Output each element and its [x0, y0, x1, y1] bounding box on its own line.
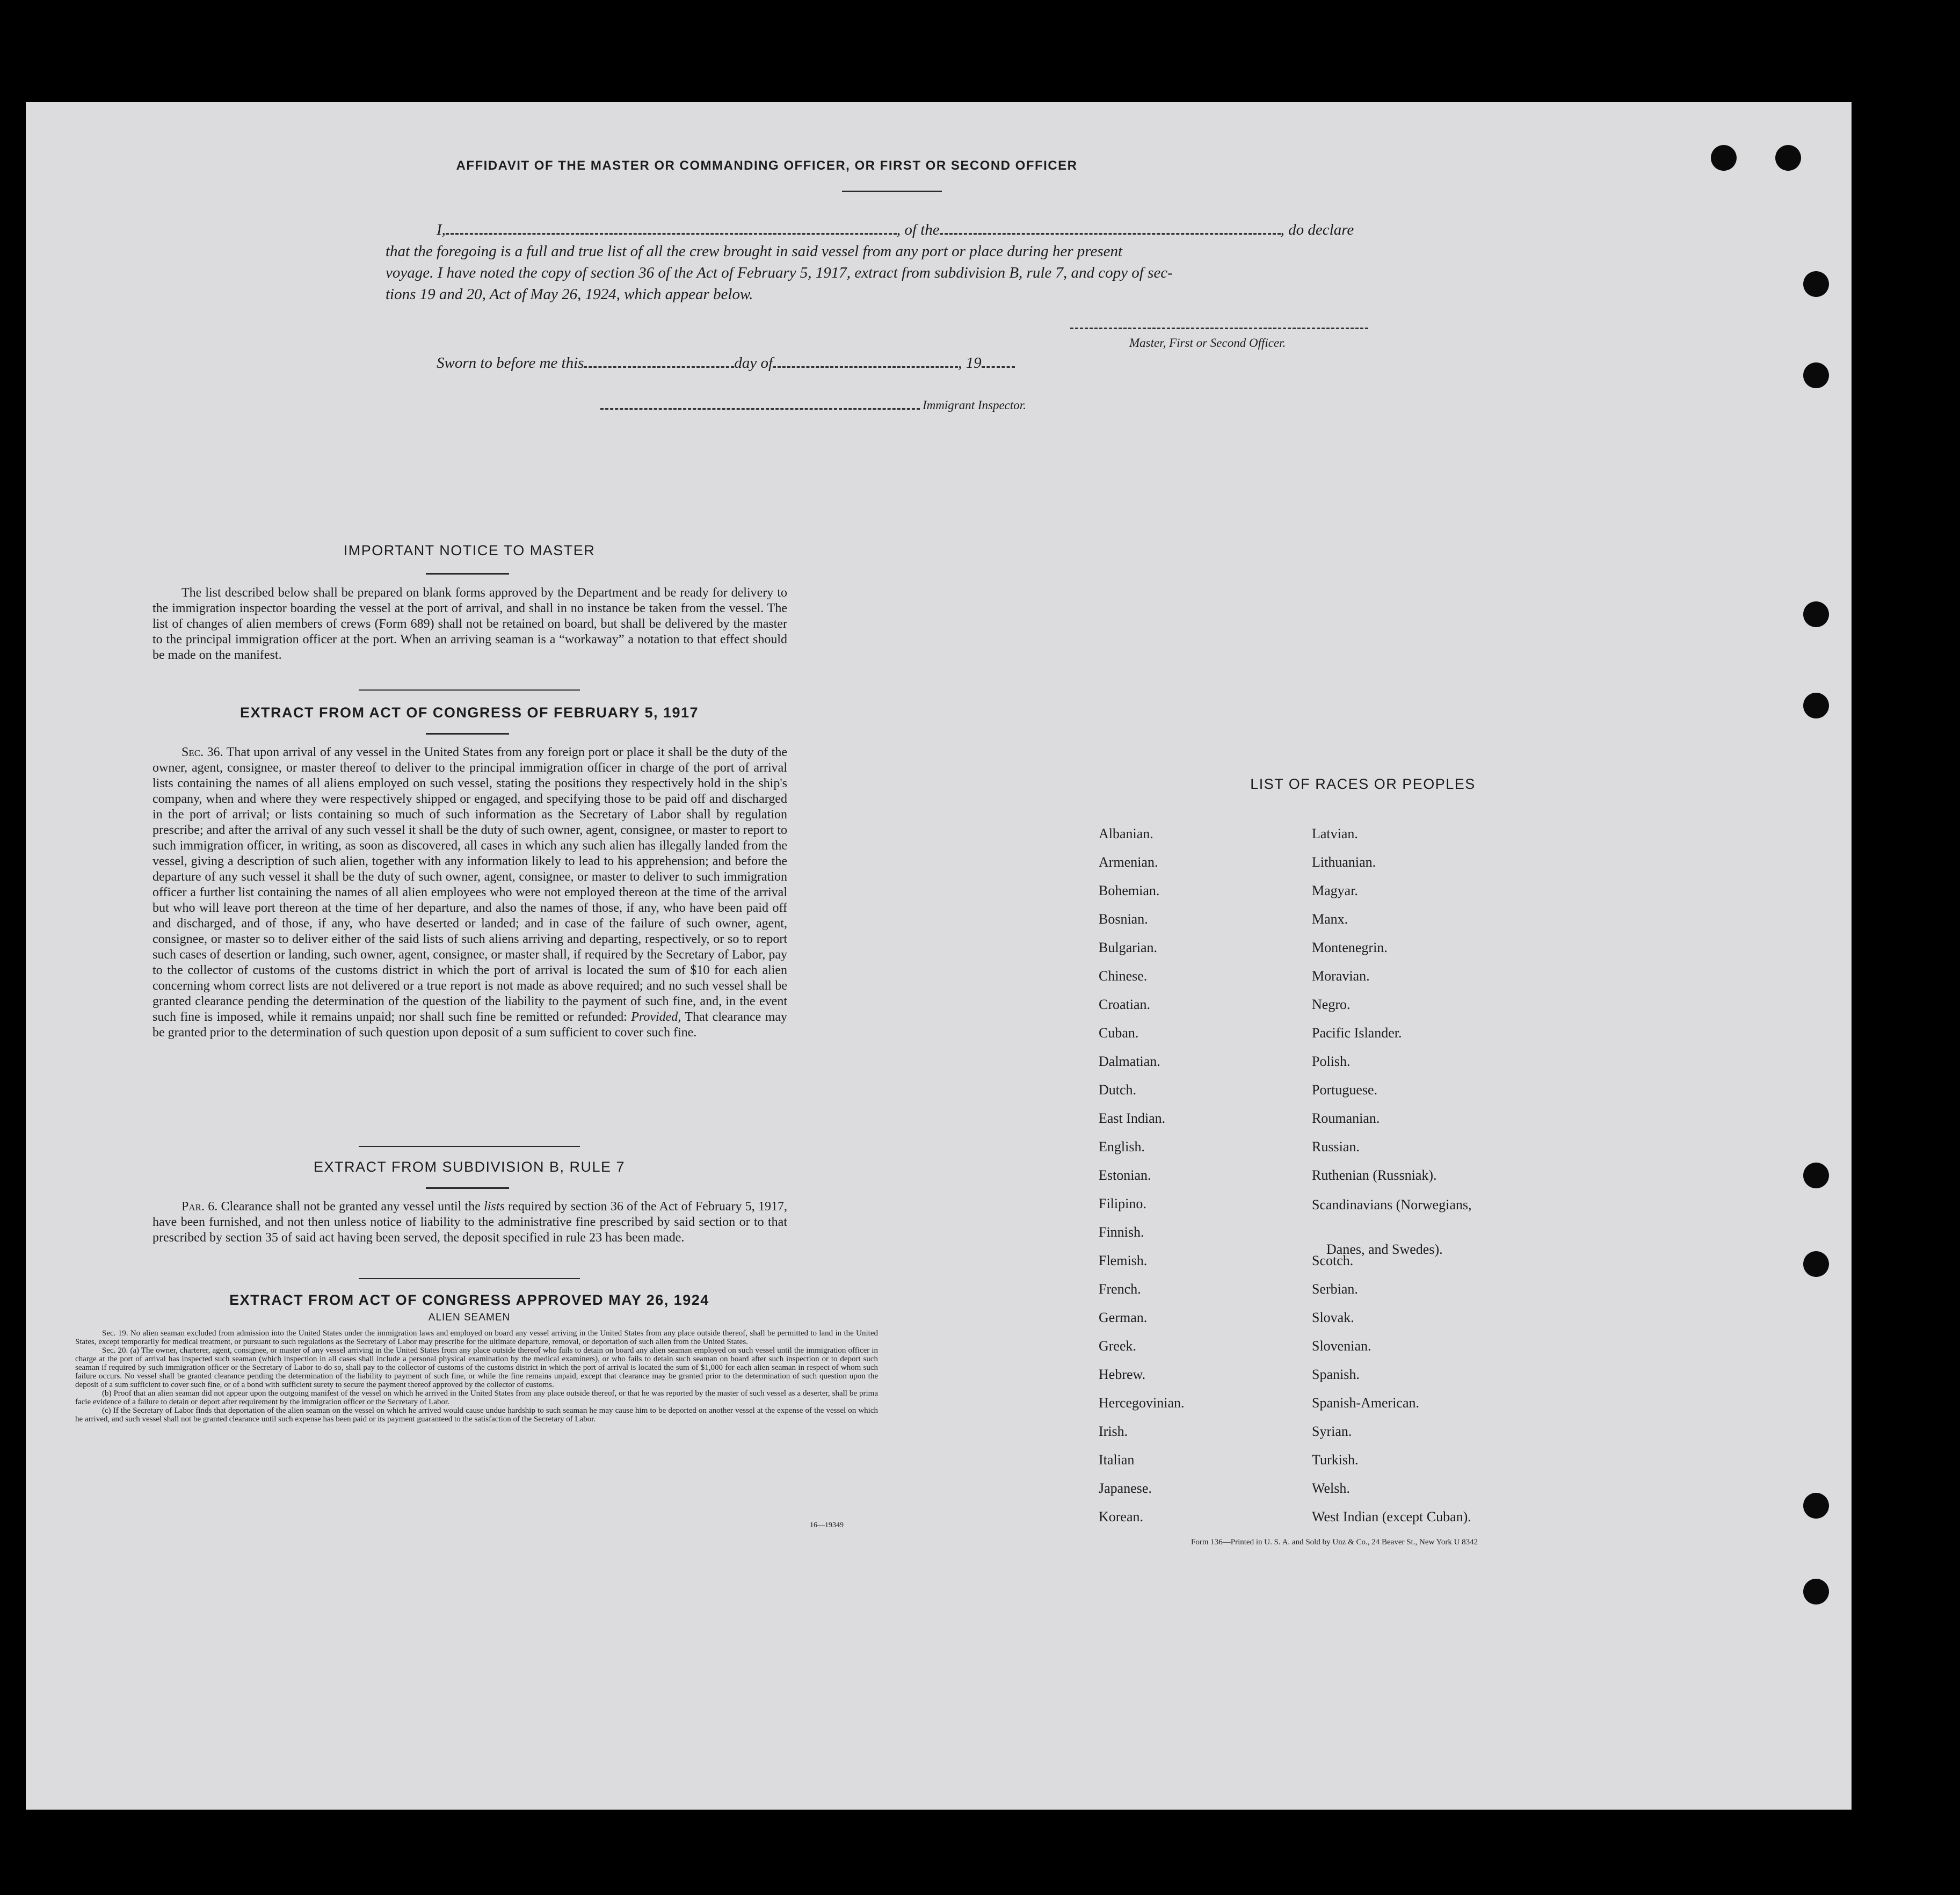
race-item: Scandinavians (Norwegians, — [1312, 1197, 1472, 1212]
section-20a-text: Sec. 20. (a) The owner, charterer, agent, consignee, or master of any vessel arriving in the United States from any place outside thereof who fails to detain on board any alien seaman employed on such vessel until the immigration officer in charge at the port of arrival has inspected such seaman (which inspection in all cases shall include a personal physical examination by the medical examiners), or who fails to detain such seaman on board after such inspection or to deport such seaman if required by such immigration officer or the Secretary of Labor to do so, shall pay to the collector of customs of the customs district in which the port of arrival is located the sum of $1,000 for each alien seaman in respect of whom such failure occurs. No vessel shall be granted clearance pending the determination of the liability to payment of such fine, or while the fine remains unpaid, except that clearance may be granted prior to the determination of such question upon the deposit of a sum sufficient to cover such fine, or of a bond with sufficient surety to secure the payment thereof approved by the collector of customs. — [75, 1346, 878, 1389]
race-item: Hercegovinian. — [1099, 1395, 1185, 1411]
notice-end-divider — [359, 689, 580, 691]
form-code: 16—19349 — [810, 1521, 844, 1529]
race-item: Albanian. — [1099, 826, 1153, 841]
section-36-body: That upon arrival of any vessel in the United States from any foreign port or place it shall be the duty of the owner, agent, consignee, or master thereof to deliver to the principal immigration officer in charge of the port of arrival lists containing the names of all aliens employed on such vessel, stating the positions they respectively hold in the ship's company, when and where they were respectively shipped or engaged, and specifying those to be paid off and discharged in the port of arrival; or lists containing so much of such information as the Secretary of Labor shall by regulation prescribe; and after the arrival of any such vessel it shall be the duty of such owner, agent, consignee, or master to report to such immigration officer, in writing, as soon as discovered, all cases in which any such alien has illegally landed from the vessel, giving a description of such alien, together with any information likely to lead to his apprehension; and before the departure of any such vessel it shall be the duty of such owner, agent, consignee, or master to deliver to such immigration officer a further list containing the names of all alien employees who were not employed thereon at the time of the arrival but who will leave port thereon at the time of her departure, and also the names of those, if any, who have been paid off and discharged, and of those, if any, who have deserted or landed; and in case of the failure of such owner, agent, consignee, or master so to deliver either of the said lists of such aliens arriving and departing, respectively, or so to report such cases of desertion or landing, such owner, agent, consignee, or master shall, if required by the Secretary of Labor, pay to the collector of customs of the customs district in which the port of arrival is located the sum of $10 for each alien concerning whom correct lists are not delivered or a true report is not made as above required; and no such vessel shall be granted clearance pending the determination of the question of the liability to the payment of such fine, and, in the event such fine is imposed, while it remains unpaid; nor shall such fine be remitted or refunded: — [153, 745, 788, 1024]
binder-hole — [1803, 271, 1829, 297]
race-item: Lithuanian. — [1312, 854, 1376, 870]
alien-seamen-heading: ALIEN SEAMEN — [428, 1312, 511, 1323]
race-item: Chinese. — [1099, 968, 1148, 984]
par6-label: Par. 6. — [182, 1200, 218, 1214]
affidavit-line-1 — [437, 219, 1354, 241]
affidavit-declare: , do declare — [1280, 221, 1354, 238]
section-36-end: That clearance may be granted prior to the determination of such question upon deposit of a sum sufficient to cover such fine. — [153, 1010, 788, 1040]
race-item: Montenegrin. — [1312, 940, 1388, 955]
race-item: Filipino. — [1099, 1196, 1146, 1211]
sworn-text: Sworn to before me this — [437, 354, 584, 372]
race-item: Portuguese. — [1312, 1082, 1378, 1098]
race-item: Cuban. — [1099, 1025, 1139, 1041]
race-item: Welsh. — [1312, 1480, 1350, 1496]
extract-1917-divider — [426, 733, 509, 735]
race-item: Pacific Islander. — [1312, 1025, 1402, 1041]
race-item: Polish. — [1312, 1054, 1351, 1069]
title-divider — [842, 191, 942, 192]
race-item: Spanish. — [1312, 1367, 1360, 1382]
race-item: Dutch. — [1099, 1082, 1137, 1098]
section-36-label: Sec. 36. — [182, 745, 223, 759]
binder-hole — [1803, 362, 1829, 388]
race-item: Serbian. — [1312, 1281, 1358, 1297]
sworn-line — [437, 352, 1015, 374]
rule7-divider — [426, 1187, 509, 1189]
race-item: Scotch. — [1312, 1253, 1354, 1268]
affidavit-i: I, — [437, 221, 446, 238]
affidavit-of-the: , of the — [896, 221, 940, 238]
race-item: Bosnian. — [1099, 911, 1148, 927]
binder-hole — [1803, 693, 1829, 718]
races-heading: LIST OF RACES OR PEOPLES — [1250, 776, 1476, 792]
race-item: Armenian. — [1099, 854, 1158, 870]
race-item: Finnish. — [1099, 1224, 1144, 1240]
inspector-line[interactable] — [600, 408, 920, 410]
race-item: Latvian. — [1312, 826, 1358, 841]
race-item: Moravian. — [1312, 968, 1370, 984]
alien-seamen-sections — [75, 1329, 878, 1424]
extract-1924-top-divider — [359, 1278, 580, 1279]
race-item: Magyar. — [1312, 883, 1358, 898]
binder-hole — [1803, 1163, 1829, 1188]
signature-label: Master, First or Second Officer. — [1129, 336, 1286, 350]
rule7-text — [153, 1199, 787, 1246]
race-item: Russian. — [1312, 1139, 1360, 1155]
race-item: French. — [1099, 1281, 1141, 1297]
binder-hole — [1803, 1251, 1829, 1277]
race-item: East Indian. — [1099, 1110, 1166, 1126]
race-item: Spanish-American. — [1312, 1395, 1420, 1411]
race-item: Ruthenian (Russniak). — [1312, 1167, 1437, 1183]
race-item: Negro. — [1312, 997, 1351, 1012]
race-item: Turkish. — [1312, 1452, 1359, 1468]
binder-hole — [1711, 145, 1737, 171]
binder-hole — [1775, 145, 1801, 171]
extract-1924-heading: EXTRACT FROM ACT OF CONGRESS APPROVED MAY 26, 1924 — [229, 1292, 709, 1308]
race-item: Croatian. — [1099, 997, 1151, 1012]
notice-body: The list described below shall be prepared on blank forms approved by the Department and be ready for delivery to the immigration inspector boarding the vessel at the port of arrival, and shall in no instance be taken from the vessel. The list of changes of alien members of crews (Form 689) shall not be retained on board, but shall be delivered by the master to the principal immigration officer at the port. When an arriving seaman is a “workaway” a notation to that effect should be made on the manifest. — [153, 586, 787, 662]
race-item: Syrian. — [1312, 1424, 1352, 1439]
vessel-blank[interactable] — [940, 228, 1281, 235]
lists-word: lists — [484, 1200, 505, 1214]
binder-hole — [1803, 1579, 1829, 1604]
binder-hole — [1803, 1493, 1829, 1519]
race-item: Dalmatian. — [1099, 1054, 1160, 1069]
rule7-top-divider — [359, 1146, 580, 1147]
inspector-label: Immigrant Inspector. — [923, 398, 1026, 412]
race-item: Japanese. — [1099, 1480, 1152, 1496]
section-20b-text: (b) Proof that an alien seaman did not appear upon the outgoing manifest of the vessel on which he arrived in the United States from any place outside thereof, or that he was reported by the master of such vessel as a deserter, shall be prima facie evidence of a failure to detain or deport after requirement by the immigration officer or the Secretary of Labor. — [75, 1389, 878, 1406]
sworn-month-blank[interactable] — [773, 361, 958, 368]
race-item: West Indian (except Cuban). — [1312, 1509, 1471, 1524]
section-19-text: Sec. 19. No alien seaman excluded from admission into the United States under the immigration laws and employed on board any vessel arriving in the United States from any place outside thereof, shall be permitted to land in the United States, except temporarily for medical treatment, or pursuant to such regulations as the Secretary of Labor may prescribe for the ultimate departure, removal, or deportation of such alien from the United States. — [75, 1329, 878, 1346]
race-item: Irish. — [1099, 1424, 1128, 1439]
affidavit-line-2: that the foregoing is a full and true list of all the crew brought in said vessel from any port or place during her present — [386, 243, 1123, 260]
form-footer: Form 136—Printed in U. S. A. and Sold by Unz & Co., 24 Beaver St., New York U 8342 — [1191, 1538, 1478, 1547]
race-item: Hebrew. — [1099, 1367, 1146, 1382]
extract-1917-heading: EXTRACT FROM ACT OF CONGRESS OF FEBRUARY 5, 1917 — [239, 705, 699, 721]
race-item: Italian — [1099, 1452, 1135, 1468]
race-item: Estonian. — [1099, 1167, 1151, 1183]
notice-divider — [426, 573, 509, 575]
race-item: German. — [1099, 1310, 1148, 1325]
year-text: , 19 — [958, 354, 982, 372]
race-item: Slovak. — [1312, 1310, 1354, 1325]
race-item: Bulgarian. — [1099, 940, 1158, 955]
day-of-text: day of — [734, 354, 773, 372]
race-item: English. — [1099, 1139, 1145, 1155]
document-sheet — [26, 102, 1852, 1810]
race-item: Danes, and Swedes). — [1326, 1241, 1443, 1257]
name-blank[interactable] — [446, 228, 897, 235]
provided-word: Provided, — [631, 1010, 681, 1024]
sworn-year-blank[interactable] — [982, 361, 1015, 368]
race-item: Manx. — [1312, 911, 1348, 927]
signature-line[interactable] — [1070, 328, 1368, 329]
section-36-text — [153, 745, 787, 1041]
affidavit-line-4: tions 19 and 20, Act of May 26, 1924, which appear below. — [386, 286, 753, 303]
race-item: Bohemian. — [1099, 883, 1160, 898]
section-20c-text: (c) If the Secretary of Labor finds that deportation of the alien seaman on the vessel on which he arrived would cause undue hardship to such seaman he may cause him to be deported on another vessel at the expense of the vessel on which he arrived, and such vessel shall not be granted clearance until such expense has been paid or its payment guaranteed to the satisfaction of the Secretary of Labor. — [75, 1406, 878, 1424]
race-item: Slovenian. — [1312, 1338, 1371, 1354]
race-item: Flemish. — [1099, 1253, 1148, 1268]
race-item: Korean. — [1099, 1509, 1144, 1524]
rule7-heading: EXTRACT FROM SUBDIVISION B, RULE 7 — [313, 1159, 626, 1175]
rule7-body-a: Clearance shall not be granted any vessel until the — [221, 1200, 481, 1214]
binder-hole — [1803, 601, 1829, 627]
notice-heading: IMPORTANT NOTICE TO MASTER — [343, 542, 596, 558]
race-item: Greek. — [1099, 1338, 1137, 1354]
race-item: Roumanian. — [1312, 1110, 1380, 1126]
affidavit-title: AFFIDAVIT OF THE MASTER OR COMMANDING OFFICER, OR FIRST OR SECOND OFFICER — [456, 158, 1078, 173]
sworn-day-blank[interactable] — [584, 361, 734, 368]
affidavit-line-3: voyage. I have noted the copy of section 36 of the Act of February 5, 1917, extract from subdivision B, rule 7, and copy of sec- — [386, 264, 1173, 281]
rule7-body-b: required by section 36 of the Act of February 5, 1917, have been furnished, and not then unless notice of liability to the administrative fine prescribed by said section or to that prescribed by section 35 of said act having been served, the deposit specified in rule 23 has been made. — [153, 1200, 788, 1245]
